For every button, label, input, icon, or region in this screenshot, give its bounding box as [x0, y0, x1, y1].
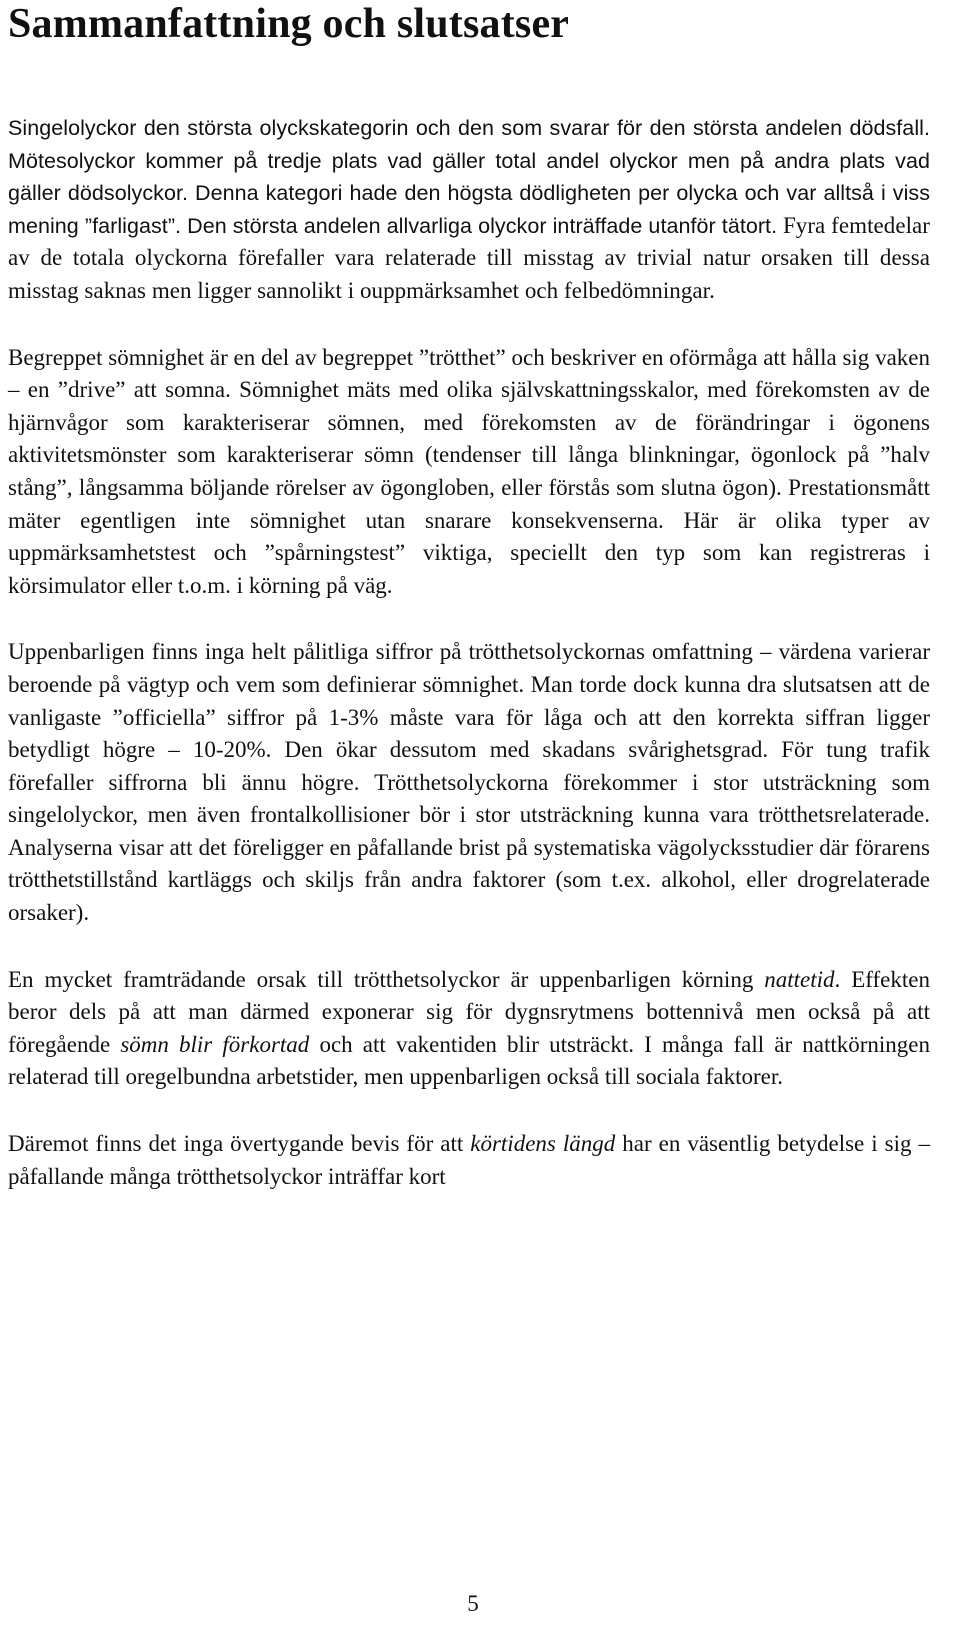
paragraph-text: har en väsentlig betydelse i sig – påfallande många trötthetsolyckor inträffar kort	[8, 1131, 930, 1189]
paragraph-summary-accidents	[8, 112, 930, 308]
emphasis-text: sömn blir förkortad	[120, 1031, 310, 1057]
paragraph-driving-duration	[8, 1128, 930, 1193]
emphasis-text: körtidens längd	[470, 1131, 616, 1157]
paragraph-text: En mycket framträdande orsak till trötthetsolyckor är uppenbarligen körning	[8, 966, 765, 992]
paragraph-text: Däremot finns det inga övertygande bevis för att	[8, 1131, 471, 1157]
paragraph-text: och att vakentiden blir utsträckt. I många fall är nattkörningen relaterad till oregelbundna arbetstider, men uppenbarligen också till sociala faktorer.	[8, 1031, 931, 1090]
paragraph-night-driving	[8, 964, 930, 1094]
paragraph-fatigue-statistics: Uppenbarligen finns inga helt pålitliga siffror på trötthetsolyckornas omfattning – värdena varierar beroende på vägtyp och vem som definierar sömnighet. Man torde dock kunna dra slutsatsen att de vanligaste ”officiella” siffror på 1-3% måste vara för låga och att den korrekta siffran ligger betydligt högre – 10-20%. Den ökar dessutom med skadans svårighetsgrad. För tung trafik förefaller siffrorna bli ännu högre. Trötthetsolyckorna förekommer i stor utsträckning som singelolyckor, men även frontalkollisioner bör i stor utsträckning kunna vara trötthetsrelaterade. Analyserna visar att det föreligger en påfallande brist på systematiska vägolycksstudier där förarens trötthetstillstånd kartläggs och skiljs från andra faktorer (som t.ex. alkohol, eller drogrelaterade orsaker).	[8, 639, 930, 926]
page-heading: Sammanfattning och slutsatser	[8, 1, 570, 47]
paragraph-text: Fyra femtedelar av de totala olyckorna förefaller vara relaterade till misstag av trivial natur orsaken till dessa misstag saknas men ligger sannolikt i ouppmärksamhet och felbedömningar.	[8, 212, 930, 303]
emphasis-text: nattetid	[764, 966, 835, 992]
paragraph-text: . Effekten beror dels på att man därmed exponerar sig för dygnsrytmens bottennivå men också på att föregående	[8, 966, 930, 1057]
document-page	[8, 0, 930, 1193]
paragraph-text: Singelolyckor den största olyckskategorin och den som svarar för den största andelen dödsfall. Mötesolyckor kommer på tredje plats vad gäller total andel olyckor men på andra plats vad gäller dödsolyckor. Denna kategori hade den högsta dödligheten per olycka och var alltså i viss mening ”farligast”. Den största andelen allvarliga olyckor inträffade utanför tätort.	[8, 116, 930, 238]
page-number: 5	[467, 1591, 479, 1616]
paragraph-sleepiness-definition: Begreppet sömnighet är en del av begreppet ”trötthet” och beskriver en oförmåga att hålla sig vaken – en ”drive” att somna. Sömnighet mäts med olika självskattningsskalor, med förekomsten av de hjärnvågor som karakteriserar sömnen, med förekomsten av de förändringar i ögonens aktivitetsmönster som karakteriserar sömn (tendenser till långa blinkningar, ögonlock på ”halv stång”, långsamma böljande rörelser av ögongloben, eller förstås som slutna ögon). Prestationsmått mäter egentligen inte sömnighet utan snarare konsekvenserna. Här är olika typer av uppmärksamhetstest och ”spårningstest” viktiga, speciellt den typ som kan registreras i körsimulator eller t.o.m. i körning på väg.	[8, 344, 930, 598]
